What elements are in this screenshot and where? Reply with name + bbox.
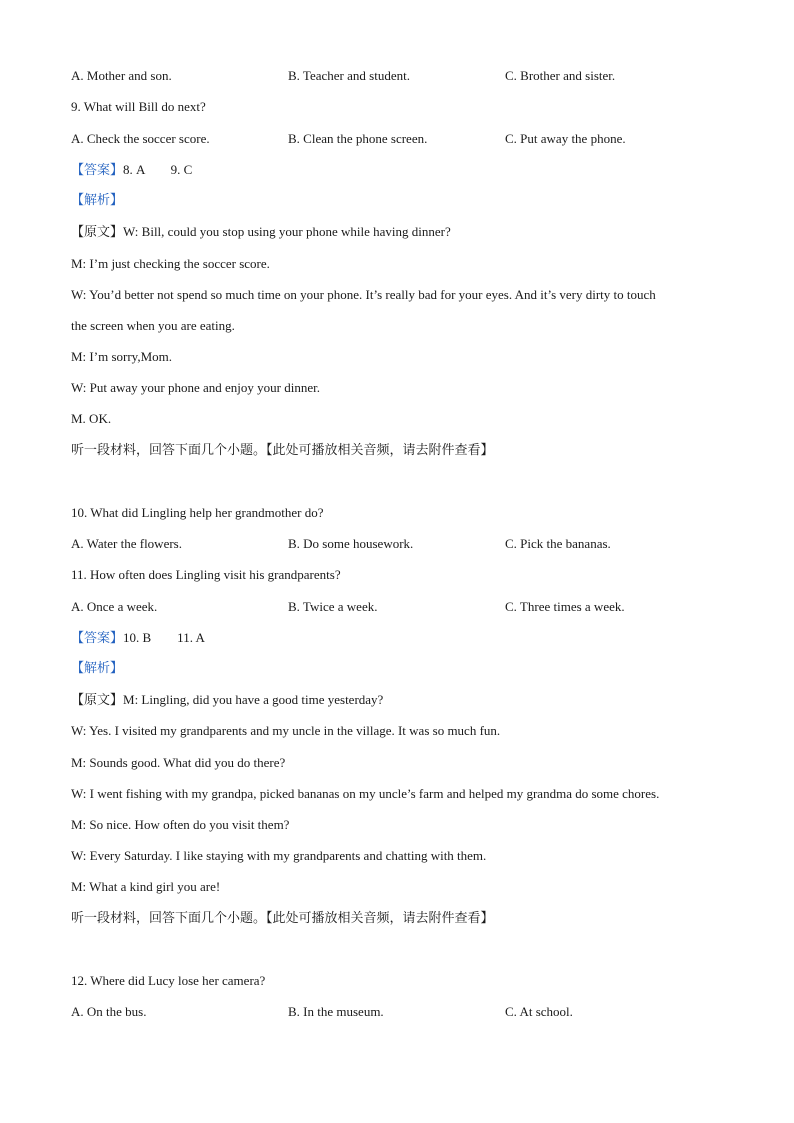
q12-question: 12. Where did Lucy lose her camera? [71,973,266,988]
q9-option-a: A. Check the soccer score. [71,131,210,146]
answer-text-1: 8. A 9. C [123,162,193,177]
analysis-label-1: 【解析】 [71,193,124,208]
dialogue2-line-6: M: What a kind girl you are! [71,879,221,894]
listen-instruction-1: 听一段材料，回答下面几个小题。【此处可播放相关音频，请去附件查看】 [71,443,494,458]
dialogue2-text-0: M: Lingling, did you have a good time yesterday? [123,692,384,707]
answer-label-1: 【答案】 [71,163,124,178]
dialogue2-line-3: W: I went fishing with my grandpa, picked bananas on my uncle’s farm and helped my grandma do some chores. [71,786,660,801]
q8-option-a: A. Mother and son. [71,68,172,83]
dialogue1-text-0: W: Bill, could you stop using your phone while having dinner? [123,224,451,239]
q10-option-a: A. Water the flowers. [71,536,182,551]
answer-line-1 [71,161,192,180]
dialogue2-line-1: W: Yes. I visited my grandparents and my uncle in the village. It was so much fun. [71,723,501,738]
q10-option-b: B. Do some housework. [288,536,414,551]
dialogue1-line-4: M: I’m sorry,Mom. [71,349,172,364]
answer-label-2: 【答案】 [71,631,124,646]
dialogue2-line-5: W: Every Saturday. I like staying with my grandparents and chatting with them. [71,848,487,863]
answer-line-2 [71,629,205,648]
q12-option-c: C. At school. [505,1004,573,1019]
q10-option-c: C. Pick the bananas. [505,536,611,551]
dialogue1-line-5: W: Put away your phone and enjoy your dinner. [71,380,320,395]
dialogue1-line-1: M: I’m just checking the soccer score. [71,256,270,271]
q9-option-c: C. Put away the phone. [505,131,626,146]
q11-option-a: A. Once a week. [71,599,158,614]
dialogue1-line-2: W: You’d better not spend so much time on your phone. It’s really bad for your eyes. And it’s very dirty to touch [71,287,656,302]
q9-question: 9. What will Bill do next? [71,99,206,114]
dialogue2-line-4: M: So nice. How often do you visit them? [71,817,290,832]
analysis-label-2: 【解析】 [71,661,124,676]
q12-option-b: B. In the museum. [288,1004,384,1019]
q12-option-a: A. On the bus. [71,1004,147,1019]
transcript-label-2: 【原文】 [71,693,124,708]
dialogue2-line-2: M: Sounds good. What did you do there? [71,755,286,770]
q8-option-b: B. Teacher and student. [288,68,410,83]
q10-question: 10. What did Lingling help her grandmother do? [71,505,324,520]
answer-text-2: 10. B 11. A [123,630,205,645]
q9-option-b: B. Clean the phone screen. [288,131,428,146]
q11-option-b: B. Twice a week. [288,599,378,614]
dialogue2-line-0 [71,691,383,710]
transcript-label-1: 【原文】 [71,225,124,240]
listen-instruction-2: 听一段材料，回答下面几个小题。【此处可播放相关音频，请去附件查看】 [71,911,494,926]
q11-question: 11. How often does Lingling visit his grandparents? [71,567,341,582]
dialogue1-line-6: M. OK. [71,411,112,426]
dialogue1-line-3: the screen when you are eating. [71,318,235,333]
q8-option-c: C. Brother and sister. [505,68,616,83]
dialogue1-line-0 [71,223,451,242]
q11-option-c: C. Three times a week. [505,599,625,614]
